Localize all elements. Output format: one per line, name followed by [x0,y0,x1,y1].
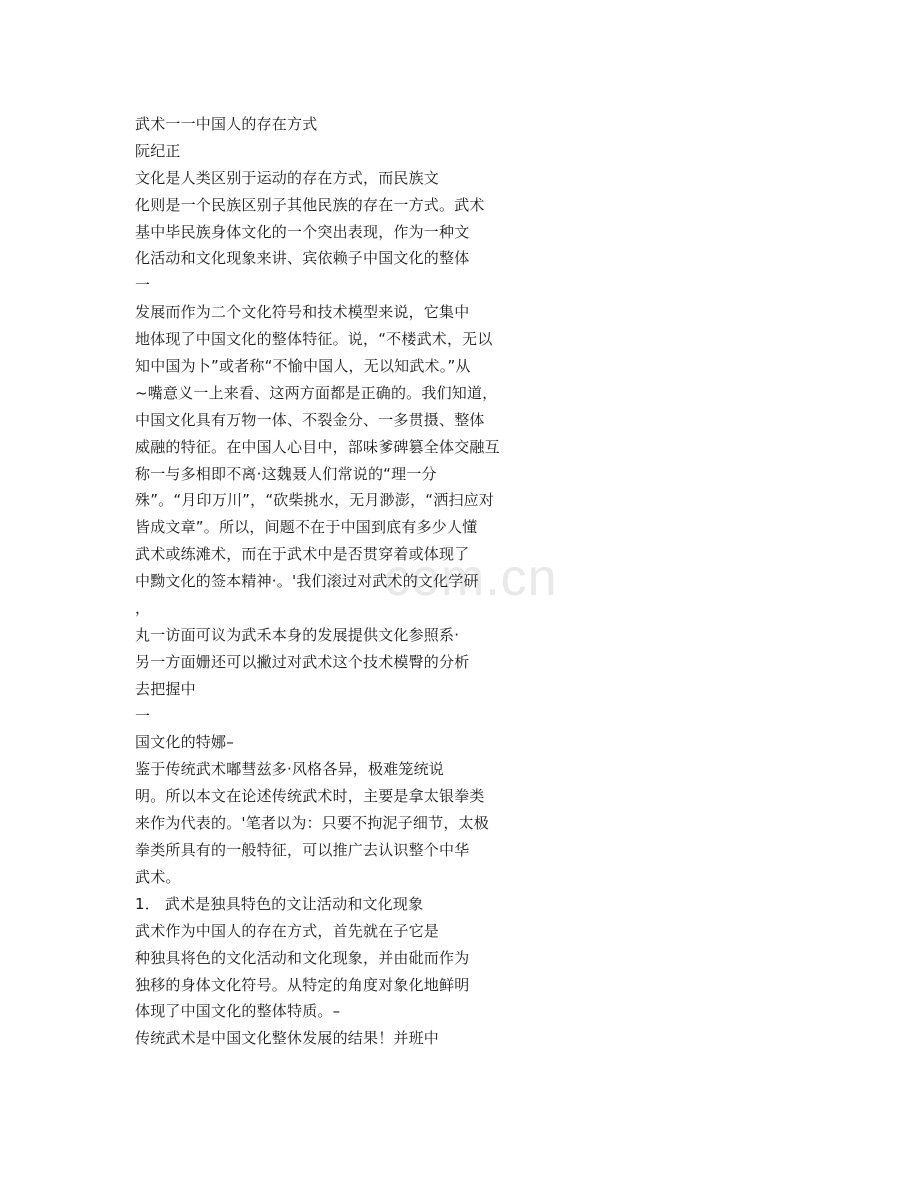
text-line: 发展而作为二个文化符号和技术模型来说，它集中 [135,303,470,322]
document-title: 武术一一中国人的存在方式 [135,115,318,133]
text-line: 另一方面姗还可以撇过对武术这个技术模臀的分析 [135,652,470,671]
text-line: 鉴于传统武术嘟彗兹多·风格各异，极难笼统说 [135,760,444,779]
text-line: 化活动和文化现象来讲、宾依赖子中国文化的整体 [135,249,470,268]
watermark: com.cn [384,549,558,607]
text-line: 殊”。“月印万川”，“砍柴挑水，无月渺澎，“洒扫应对 [135,491,495,510]
text-line: ， [135,599,151,618]
text-line: 知中国为卜”或者称“不愉中国人，无以知武术。”从 [135,357,471,376]
text-line: 体现了中国文化的整体特质。– [135,1002,341,1021]
text-line: 文化是人类区别于运动的存在方式，而民族文 [135,168,440,187]
text-line: ~嘴意义一上来看、这两方面都是正确的。我们知道， [135,383,498,402]
text-line: 种独具将色的文化活动和文化现象，并由砒而作为 [135,948,470,967]
text-line: 中黝文化的签本精神·。'我们滚过对武术的文化学研 [135,572,479,591]
text-line: 去把握中 [135,679,196,698]
text-line: 武术。 [135,867,181,886]
text-line: 1． 武术是独具特色的文让活动和文化现象 [135,894,424,913]
text-line: 地体现了中国文化的整体特征。说，“不楼武术，无以 [135,330,493,349]
text-line: 一 [135,276,151,295]
text-line: 化则是一个民族区别子其他民族的存在一方式。武术 [135,195,485,214]
text-line: 中国文化具有万物一体、不裂金分、一多贯摄、整体 [135,410,485,429]
text-line: 威融的特征。在中国人心目中，部味爹碑篡全体交融互 [135,437,500,456]
text-line: 明。所以本文在论述传统武术时，主要是拿太银拳类 [135,787,485,806]
text-line: 传统武术是中国文化整休发展的结果！并班中 [135,1029,440,1048]
author-name: 阮纪正 [135,141,181,160]
text-line: 国文化的特娜– [135,733,234,752]
text-line: 武术作为中国人的存在方式，首先就在子它是 [135,921,440,940]
text-line: 拳类所具有的一般特征，可以推广去认识整个中华 [135,841,470,860]
text-line: 称一与多相即不离·这魏聂人们常说的“理一分 [135,464,437,483]
text-line: 皆成文章”。所以，间题不在于中国到底有多少人懂 [135,518,478,537]
text-line: 来作为代表的。'笔者以为：只要不拘泥子细节，太极 [135,814,489,833]
text-line: 基中毕民族身体文化的一个突出表现，作为一种文 [135,222,470,241]
document-text [135,111,535,1052]
text-line: 丸一访面可议为武禾本身的发展提供文化参照系· [135,625,460,644]
text-line: 武术或练滩术，而在于武术中是否贯穿着或体现了 [135,545,470,564]
text-line: 一 [135,706,151,725]
text-line: 独移的身体文化符号。从特定的角度对象化地鲜明 [135,975,470,994]
